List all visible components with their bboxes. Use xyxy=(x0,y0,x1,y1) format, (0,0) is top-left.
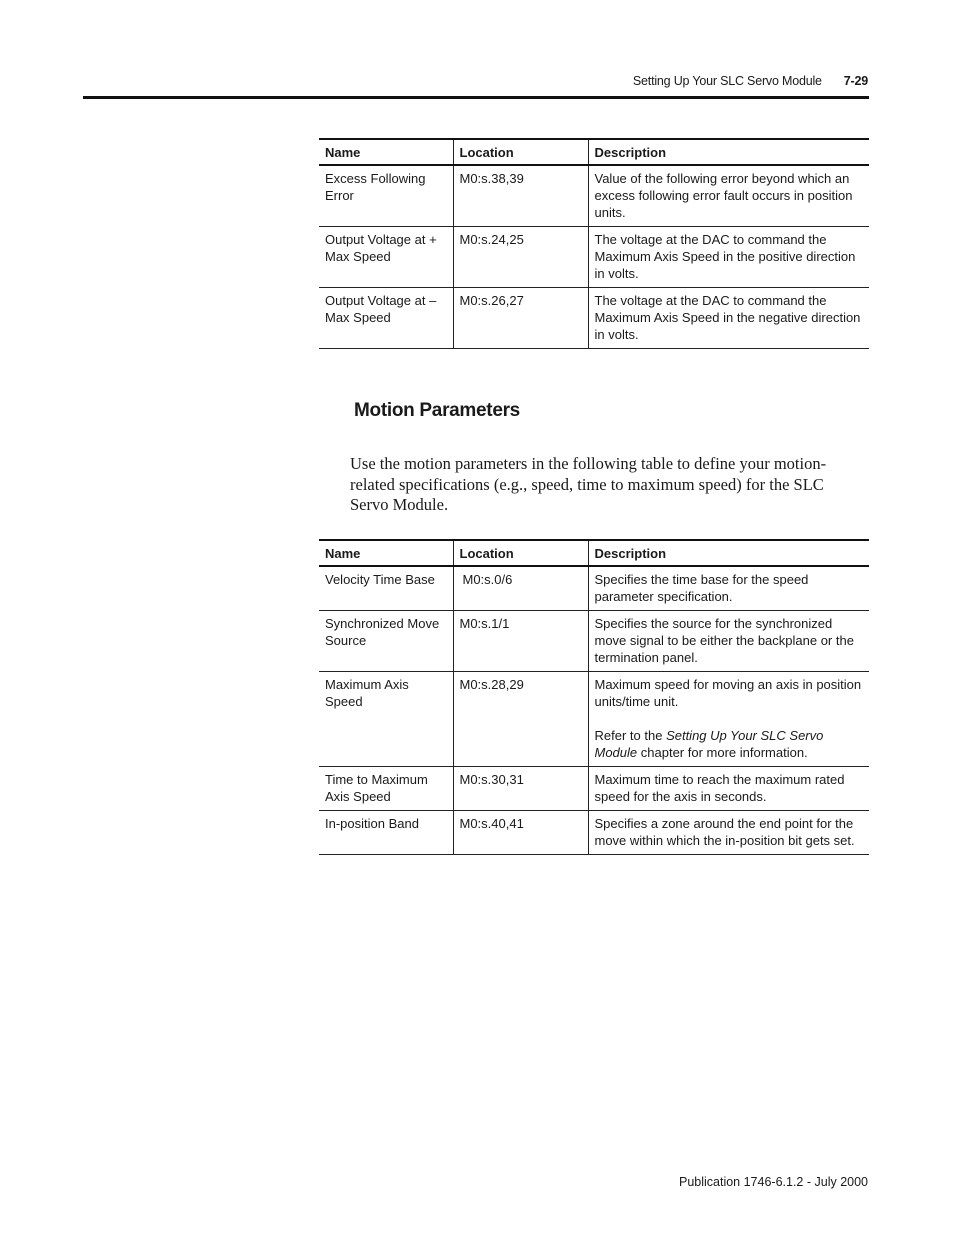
table-row xyxy=(319,288,869,349)
cell-location: M0:s.0/6 xyxy=(453,566,588,611)
table-row xyxy=(319,767,869,811)
cell-name: Synchronized Move Source xyxy=(319,611,453,672)
table-row xyxy=(319,165,869,227)
cell-location: M0:s.40,41 xyxy=(453,811,588,855)
cell-description: Maximum time to reach the maximum rated speed for the axis in seconds. xyxy=(588,767,869,811)
cell-name: Velocity Time Base xyxy=(319,566,453,611)
parameters-table-1 xyxy=(319,138,869,349)
table-header-row xyxy=(319,540,869,566)
table-row xyxy=(319,811,869,855)
table-row xyxy=(319,566,869,611)
table-row xyxy=(319,611,869,672)
table-row xyxy=(319,227,869,288)
cell-location: M0:s.1/1 xyxy=(453,611,588,672)
note-suffix: chapter for more information. xyxy=(640,745,808,760)
cell-description: The voltage at the DAC to command the Maximum Axis Speed in the negative direction in volts. xyxy=(588,288,869,349)
column-header-location: Location xyxy=(453,139,588,165)
running-title: Setting Up Your SLC Servo Module xyxy=(632,74,822,88)
table-row xyxy=(319,672,869,767)
cell-location: M0:s.38,39 xyxy=(453,165,588,227)
cell-description: Value of the following error beyond which an excess following error fault occurs in position units. xyxy=(588,165,869,227)
cell-name: Maximum Axis Speed xyxy=(319,672,453,767)
table-header-row xyxy=(319,139,869,165)
section-heading: Motion Parameters xyxy=(354,400,520,421)
cell-location: M0:s.26,27 xyxy=(453,288,588,349)
description-text: Maximum speed for moving an axis in position units/time unit. xyxy=(594,677,862,709)
cell-description: Specifies the time base for the speed parameter specification. xyxy=(588,566,869,611)
running-header xyxy=(560,74,868,88)
page-number: 7-29 xyxy=(843,74,868,88)
publication-footer: Publication 1746-6.1.2 - July 2000 xyxy=(678,1175,868,1189)
cell-name: Output Voltage at + Max Speed xyxy=(319,227,453,288)
cell-name: Excess Following Error xyxy=(319,165,453,227)
cell-description: Specifies the source for the synchronized move signal to be either the backplane or the termination panel. xyxy=(588,611,869,672)
paragraph-gap xyxy=(595,710,864,727)
note-prefix: Refer to the xyxy=(594,728,663,743)
cell-description: Specifies a zone around the end point for the move within which the in-position bit gets set. xyxy=(588,811,869,855)
intro-paragraph: Use the motion parameters in the following table to define your motion-related specifications (e.g., speed, time to maximum speed) for the SLC Servo Module. xyxy=(350,454,827,514)
column-header-description: Description xyxy=(588,540,869,566)
column-header-name: Name xyxy=(319,139,453,165)
cell-location: M0:s.28,29 xyxy=(453,672,588,767)
header-rule xyxy=(83,96,869,99)
cell-name: Time to Maximum Axis Speed xyxy=(319,767,453,811)
cell-location: M0:s.24,25 xyxy=(453,227,588,288)
cell-description xyxy=(588,672,869,767)
cell-name: In-position Band xyxy=(319,811,453,855)
cell-description: The voltage at the DAC to command the Maximum Axis Speed in the positive direction in volts. xyxy=(588,227,869,288)
cell-location: M0:s.30,31 xyxy=(453,767,588,811)
cell-name: Output Voltage at – Max Speed xyxy=(319,288,453,349)
chapter-reference: Setting Up Your SLC Servo Module xyxy=(594,728,824,760)
column-header-name: Name xyxy=(319,540,453,566)
column-header-description: Description xyxy=(588,139,869,165)
column-header-location: Location xyxy=(453,540,588,566)
motion-parameters-table xyxy=(319,539,869,855)
